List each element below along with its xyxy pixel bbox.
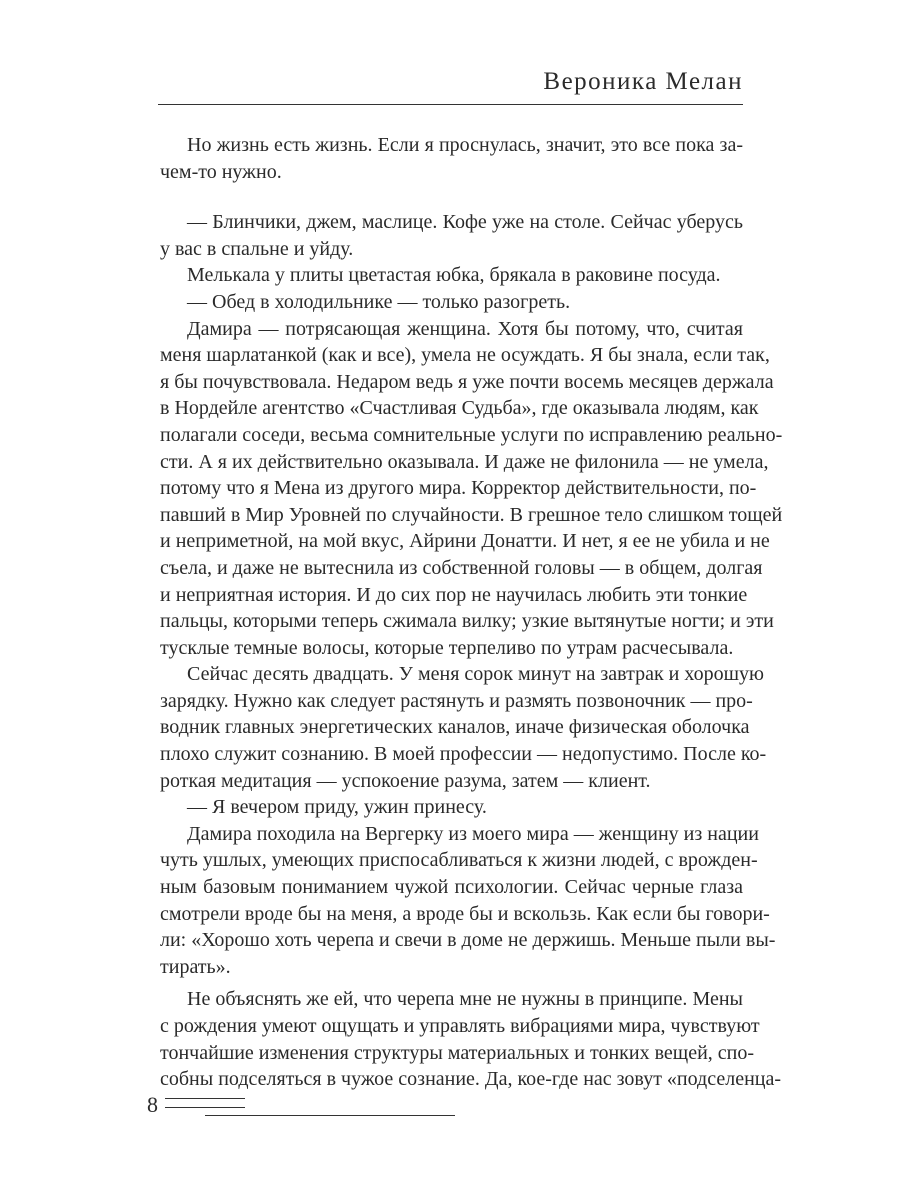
text-line: ным базовым пониманием чужой психологии. Сейчас черные глаза (160, 876, 743, 899)
text-line: тирать». (160, 955, 231, 978)
paragraph (160, 316, 783, 662)
header-rule (158, 104, 743, 105)
paragraph (160, 821, 776, 981)
footer-rule-short-1 (165, 1098, 245, 1099)
paragraph (160, 262, 743, 289)
text-line: в Нордейле агентство «Счастливая Судьба», где оказывала людям, как (160, 397, 759, 420)
text-line: Дамира походила на Вергерку из моего мира — женщину из нации (187, 822, 759, 845)
text-line: роткая медитация — успокоение разума, затем — клиент. (160, 769, 651, 792)
text-line: Мелькала у плиты цветастая юбка, брякала в раковине посуда. (187, 264, 721, 287)
text-line: — Блинчики, джем, маслице. Кофе уже на столе. Сейчас уберусь (187, 211, 743, 234)
paragraph (160, 132, 743, 185)
text-line: смотрели вроде бы на меня, а вроде бы и вскользь. Как если бы говори- (160, 902, 770, 925)
text-line: и неприметной, на мой вкус, Айрини Донатти. И нет, я ее не убила и не (160, 530, 770, 553)
text-line: сти. А я их действительно оказывала. И даже не филонила — не умела, (160, 450, 769, 473)
text-line: я бы почувствовала. Недаром ведь я уже почти восемь месяцев держала (160, 370, 774, 393)
text-line: у вас в спальне и уйду. (160, 237, 354, 260)
body-text (160, 132, 783, 1093)
paragraph (160, 661, 767, 794)
text-line: ли: «Хорошо хоть черепа и свечи в доме не держишь. Меньше пыли вы- (160, 929, 776, 952)
text-line: плохо служит сознанию. В моей профессии — недопустимо. После ко- (160, 743, 767, 766)
text-line: — Обед в холодильнике — только разогреть. (187, 290, 571, 313)
text-line: Дамира — потрясающая женщина. Хотя бы потому, что, считая (187, 317, 743, 340)
text-line: павший в Мир Уровней по случайности. В грешное тело слишком тощей (160, 503, 783, 526)
text-line: чуть ушлых, умеющих приспосабливаться к жизни людей, с врожден- (160, 849, 758, 872)
text-line: чем-то нужно. (160, 160, 282, 183)
page-number: 8 (147, 1092, 158, 1117)
footer-rule-short-2 (165, 1107, 245, 1108)
text-line: пальцы, которыми теперь сжимала вилку; узкие вытянутые ногти; и эти (160, 610, 774, 633)
text-line: съела, и даже не вытеснила из собственной головы — в общем, долгая (160, 556, 763, 579)
footer-rule-long (205, 1115, 455, 1116)
text-line: тусклые темные волосы, которые терпеливо по утрам расчесывала. (160, 636, 734, 659)
text-line: и неприятная история. И до сих пор не научилась любить эти тонкие (160, 583, 748, 606)
text-line: тончайшие изменения структуры материальных и тонких вещей, спо- (160, 1041, 755, 1064)
text-line: собны подселяться в чужое сознание. Да, кое-где нас зовут «подселенца- (160, 1068, 782, 1091)
text-line: водник главных энергетических каналов, иначе физическая оболочка (160, 716, 750, 739)
running-head-author: Вероника Мелан (543, 68, 743, 95)
text-line: — Я вечером приду, ужин принесу. (187, 796, 487, 819)
text-line: Сейчас десять двадцать. У меня сорок минут на завтрак и хорошую (187, 663, 764, 686)
paragraph (160, 794, 743, 821)
text-line: меня шарлатанкой (как и все), умела не осуждать. Я бы знала, если так, (160, 344, 770, 367)
paragraph (160, 209, 743, 262)
text-line: потому что я Мена из другого мира. Корректор действительности, по- (160, 477, 757, 500)
text-line: зарядку. Нужно как следует растянуть и размять позвоночник — про- (160, 689, 753, 712)
text-line: с рождения умеют ощущать и управлять вибрациями мира, чувствуют (160, 1015, 760, 1037)
text-line: Но жизнь есть жизнь. Если я проснулась, значит, это все пока за- (187, 134, 743, 156)
paragraph (160, 986, 782, 1092)
text-line: полагали соседи, весьма сомнительные услуги по исправлению реально- (160, 423, 783, 446)
text-line: Не объяснять же ей, что черепа мне не нужны в принципе. Мены (187, 988, 743, 1011)
paragraph (160, 289, 743, 316)
